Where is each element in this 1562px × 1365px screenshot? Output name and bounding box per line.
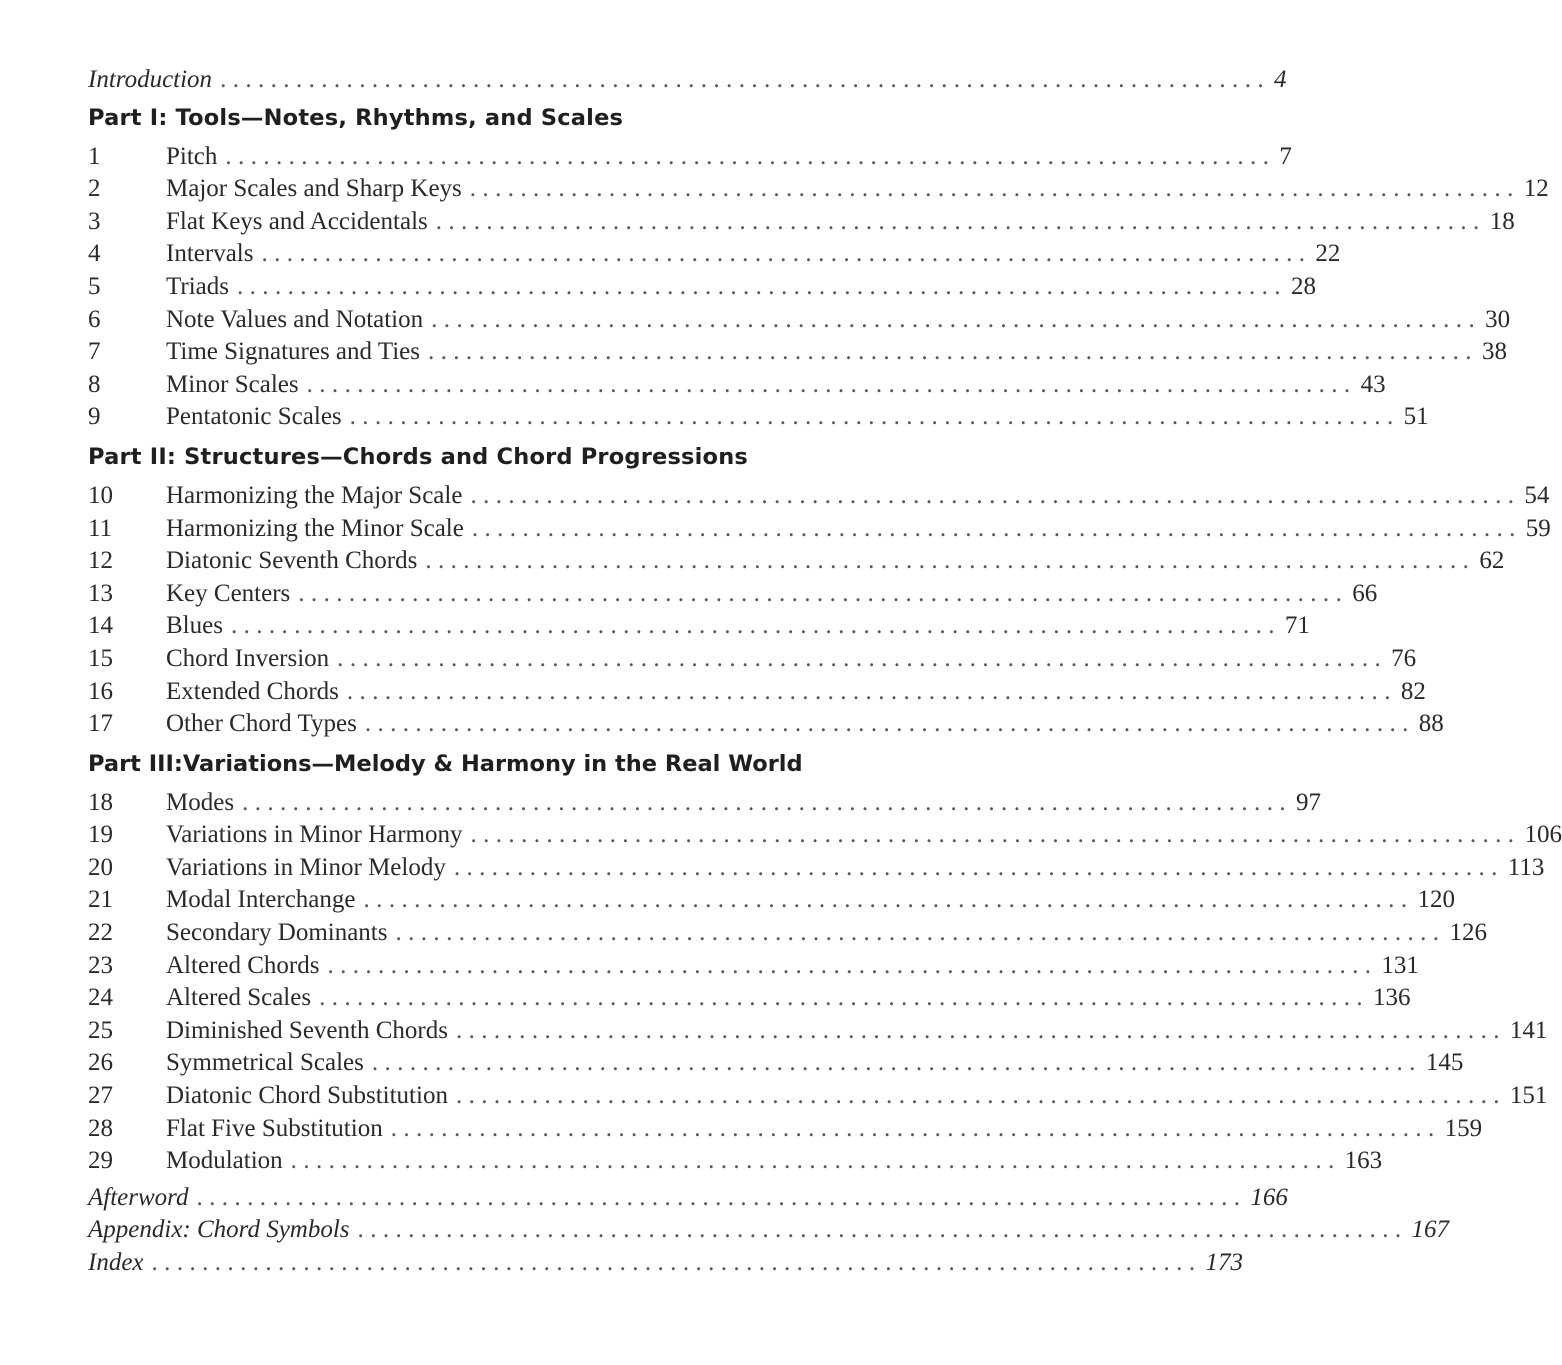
- chapter-page-number: 141: [1509, 1016, 1548, 1044]
- toc-entry[interactable]: [88, 610, 1310, 643]
- dot-leader: ...................................................................................: [455, 1016, 1506, 1044]
- dot-leader: ...................................................................................: [425, 547, 1476, 575]
- toc-entry[interactable]: [88, 819, 1562, 852]
- chapter-number: 1: [88, 142, 101, 170]
- chapter-title: Pentatonic Scales: [166, 403, 342, 431]
- chapter-title: Chord Inversion: [166, 644, 330, 672]
- dot-leader: ...................................................................................: [470, 821, 1521, 849]
- toc-entry[interactable]: [88, 950, 1419, 983]
- dot-leader: ...................................................................................: [319, 984, 1370, 1012]
- chapter-title: Other Chord Types: [166, 710, 357, 738]
- dot-leader: ...................................................................................: [346, 677, 1397, 705]
- toc-entry[interactable]: [88, 787, 1322, 820]
- chapter-page-number: 76: [1391, 644, 1417, 672]
- chapter-title: Extended Chords: [166, 677, 339, 705]
- chapter-page-number: 151: [1509, 1082, 1548, 1110]
- dot-leader: ...................................................................................: [427, 338, 1478, 366]
- entry-page-number: 167: [1411, 1216, 1449, 1244]
- toc-entry[interactable]: [88, 1015, 1548, 1048]
- toc-entry-index[interactable]: [88, 1247, 1243, 1280]
- chapter-number: 17: [88, 710, 113, 738]
- chapter-title: Symmetrical Scales: [166, 1049, 364, 1077]
- toc-entry-introduction[interactable]: [88, 64, 1287, 97]
- dot-leader: ...................................................................................: [471, 514, 1522, 542]
- chapter-title: Modulation: [166, 1147, 283, 1175]
- chapter-number: 2: [88, 175, 101, 203]
- toc-entry[interactable]: [88, 336, 1507, 369]
- chapter-number: 3: [88, 207, 101, 235]
- chapter-page-number: 38: [1481, 338, 1507, 366]
- chapter-number: 4: [88, 240, 101, 268]
- chapter-title: Intervals: [166, 240, 254, 268]
- chapter-page-number: 145: [1425, 1049, 1464, 1077]
- chapter-page-number: 62: [1479, 547, 1505, 575]
- chapter-title: Diatonic Seventh Chords: [166, 547, 418, 575]
- chapter-page-number: 131: [1381, 951, 1419, 979]
- toc-entry[interactable]: [88, 271, 1316, 304]
- toc-entry[interactable]: [88, 676, 1426, 709]
- chapter-page-number: 163: [1344, 1147, 1383, 1175]
- chapter-title: Pitch: [166, 142, 218, 170]
- entry-title: Afterword: [88, 1183, 189, 1211]
- dot-leader: ...................................................................................: [306, 370, 1357, 398]
- chapter-page-number: 7: [1279, 142, 1292, 170]
- entry-page-number: 4: [1274, 66, 1287, 93]
- dot-leader: ...................................................................................: [298, 579, 1349, 607]
- toc-entry[interactable]: [88, 304, 1511, 337]
- chapter-number: 14: [88, 612, 113, 640]
- chapter-title: Flat Five Substitution: [166, 1114, 383, 1142]
- chapter-number: 28: [88, 1114, 113, 1142]
- chapter-title: Secondary Dominants: [166, 919, 388, 947]
- dot-leader: ...................................................................................: [337, 644, 1388, 672]
- toc-entry[interactable]: [88, 206, 1515, 239]
- chapter-number: 22: [88, 919, 113, 947]
- chapter-page-number: 22: [1315, 240, 1341, 268]
- chapter-title: Modes: [166, 788, 235, 816]
- chapter-number: 11: [88, 514, 113, 542]
- chapter-title: Variations in Minor Melody: [166, 853, 446, 881]
- toc-entry[interactable]: [88, 1080, 1548, 1113]
- dot-leader: ...................................................................................: [225, 142, 1276, 170]
- dot-leader: ...................................................................................: [364, 710, 1415, 738]
- chapter-page-number: 30: [1485, 305, 1511, 333]
- toc-entry[interactable]: [88, 1047, 1464, 1080]
- toc-entry[interactable]: [88, 173, 1549, 206]
- chapter-number: 19: [88, 821, 113, 849]
- dot-leader: ...................................................................................: [261, 240, 1312, 268]
- dot-leader: ...................................................................................: [230, 612, 1281, 640]
- chapter-page-number: 113: [1507, 853, 1545, 881]
- chapter-title: Modal Interchange: [166, 886, 356, 914]
- chapter-title: Major Scales and Sharp Keys: [166, 175, 462, 203]
- toc-entry[interactable]: [88, 1113, 1483, 1146]
- chapter-number: 5: [88, 272, 101, 300]
- chapter-number: 26: [88, 1049, 113, 1077]
- dot-leader: ...................................................................................: [435, 207, 1486, 235]
- part-heading: Part I: Tools—Notes, Rhythms, and Scales: [88, 104, 624, 131]
- chapter-page-number: 88: [1418, 710, 1444, 738]
- chapter-title: Triads: [166, 272, 229, 300]
- chapter-page-number: 136: [1373, 984, 1411, 1012]
- chapter-page-number: 59: [1525, 514, 1551, 542]
- entry-title: Introduction: [88, 66, 213, 93]
- chapter-title: Note Values and Notation: [166, 305, 424, 333]
- chapter-page-number: 54: [1524, 481, 1550, 509]
- chapter-title: Harmonizing the Minor Scale: [166, 514, 464, 542]
- toc-entry[interactable]: [88, 401, 1429, 434]
- chapter-number: 6: [88, 305, 101, 333]
- dot-leader: ...................................................................................: [290, 1147, 1341, 1175]
- dot-leader: ...................................................................................: [470, 481, 1521, 509]
- chapter-number: 24: [88, 984, 113, 1012]
- dot-leader: ...................................................................................: [371, 1049, 1422, 1077]
- toc-entry[interactable]: [88, 480, 1550, 513]
- chapter-number: 7: [88, 338, 101, 366]
- chapter-title: Variations in Minor Harmony: [166, 821, 463, 849]
- chapter-page-number: 159: [1444, 1114, 1483, 1142]
- chapter-number: 25: [88, 1016, 113, 1044]
- dot-leader: ...................................................................................: [196, 1183, 1247, 1211]
- chapter-page-number: 51: [1403, 403, 1429, 431]
- chapter-title: Minor Scales: [166, 370, 299, 398]
- chapter-page-number: 71: [1284, 612, 1310, 640]
- chapter-number: 10: [88, 481, 113, 509]
- chapter-page-number: 28: [1290, 272, 1316, 300]
- chapter-number: 15: [88, 644, 113, 672]
- chapter-title: Altered Scales: [166, 984, 312, 1012]
- dot-leader: ...................................................................................: [395, 919, 1446, 947]
- entry-page-number: 173: [1205, 1249, 1243, 1276]
- toc-entry[interactable]: [88, 708, 1444, 741]
- dot-leader: ...................................................................................: [431, 305, 1482, 333]
- chapter-number: 18: [88, 788, 113, 816]
- chapter-number: 29: [88, 1147, 113, 1175]
- chapter-page-number: 106: [1524, 821, 1562, 849]
- chapter-page-number: 120: [1417, 886, 1455, 914]
- toc-entry-afterword[interactable]: [88, 1182, 1288, 1215]
- chapter-title: Diminished Seventh Chords: [166, 1016, 448, 1044]
- chapter-number: 20: [88, 853, 113, 881]
- dot-leader: ...................................................................................: [453, 853, 1504, 881]
- toc-entry[interactable]: [88, 578, 1378, 611]
- chapter-number: 23: [88, 951, 113, 979]
- dot-leader: ...................................................................................: [455, 1082, 1506, 1110]
- part-heading: Part II: Structures—Chords and Chord Progressions: [88, 443, 749, 470]
- chapter-number: 27: [88, 1082, 113, 1110]
- chapter-title: Blues: [166, 612, 223, 640]
- chapter-number: 8: [88, 370, 101, 398]
- chapter-page-number: 126: [1449, 919, 1487, 947]
- toc-entry[interactable]: [88, 545, 1505, 578]
- chapter-page-number: 66: [1352, 579, 1378, 607]
- chapter-page-number: 12: [1523, 175, 1549, 203]
- chapter-title: Diatonic Chord Substitution: [166, 1082, 448, 1110]
- dot-leader: ...................................................................................: [237, 272, 1287, 300]
- chapter-page-number: 97: [1296, 788, 1322, 816]
- chapter-page-number: 18: [1489, 207, 1515, 235]
- chapter-title: Harmonizing the Major Scale: [166, 481, 463, 509]
- dot-leader: ...................................................................................: [469, 175, 1520, 203]
- entry-title: Index: [88, 1249, 144, 1276]
- toc-entry[interactable]: [88, 141, 1292, 174]
- toc-entry[interactable]: [88, 852, 1545, 885]
- dot-leader: ...................................................................................: [363, 886, 1414, 914]
- chapter-number: 13: [88, 579, 113, 607]
- chapter-title: Time Signatures and Ties: [166, 338, 420, 366]
- toc-entry[interactable]: [88, 238, 1341, 271]
- chapter-page-number: 82: [1400, 677, 1426, 705]
- part-heading: Part III:Variations—Melody & Harmony in the Real World: [88, 750, 803, 777]
- chapter-title: Key Centers: [166, 579, 291, 607]
- toc-entry[interactable]: [88, 917, 1487, 950]
- chapter-number: 12: [88, 547, 113, 575]
- chapter-number: 9: [88, 403, 101, 431]
- chapter-number: 21: [88, 886, 113, 914]
- toc-entry[interactable]: [88, 982, 1411, 1015]
- dot-leader: ...................................................................................: [327, 951, 1378, 979]
- table-of-contents: [88, 64, 1562, 1280]
- toc-entry[interactable]: [88, 643, 1417, 676]
- dot-leader: ...................................................................................: [220, 66, 1271, 93]
- toc-entry[interactable]: [88, 513, 1551, 546]
- toc-entry[interactable]: [88, 1145, 1383, 1178]
- entry-page-number: 166: [1250, 1183, 1288, 1211]
- toc-entry-appendix[interactable]: [88, 1214, 1449, 1247]
- dot-leader: ...................................................................................: [151, 1249, 1202, 1276]
- dot-leader: ...................................................................................: [349, 403, 1400, 431]
- chapter-title: Flat Keys and Accidentals: [166, 207, 428, 235]
- entry-title: Appendix: Chord Symbols: [88, 1216, 350, 1244]
- chapter-page-number: 43: [1360, 370, 1386, 398]
- dot-leader: ...................................................................................: [242, 788, 1293, 816]
- toc-entry[interactable]: [88, 369, 1386, 402]
- dot-leader: ...................................................................................: [390, 1114, 1441, 1142]
- chapter-number: 16: [88, 677, 113, 705]
- toc-entry[interactable]: [88, 884, 1455, 917]
- dot-leader: ...................................................................................: [357, 1216, 1408, 1244]
- chapter-title: Altered Chords: [166, 951, 320, 979]
